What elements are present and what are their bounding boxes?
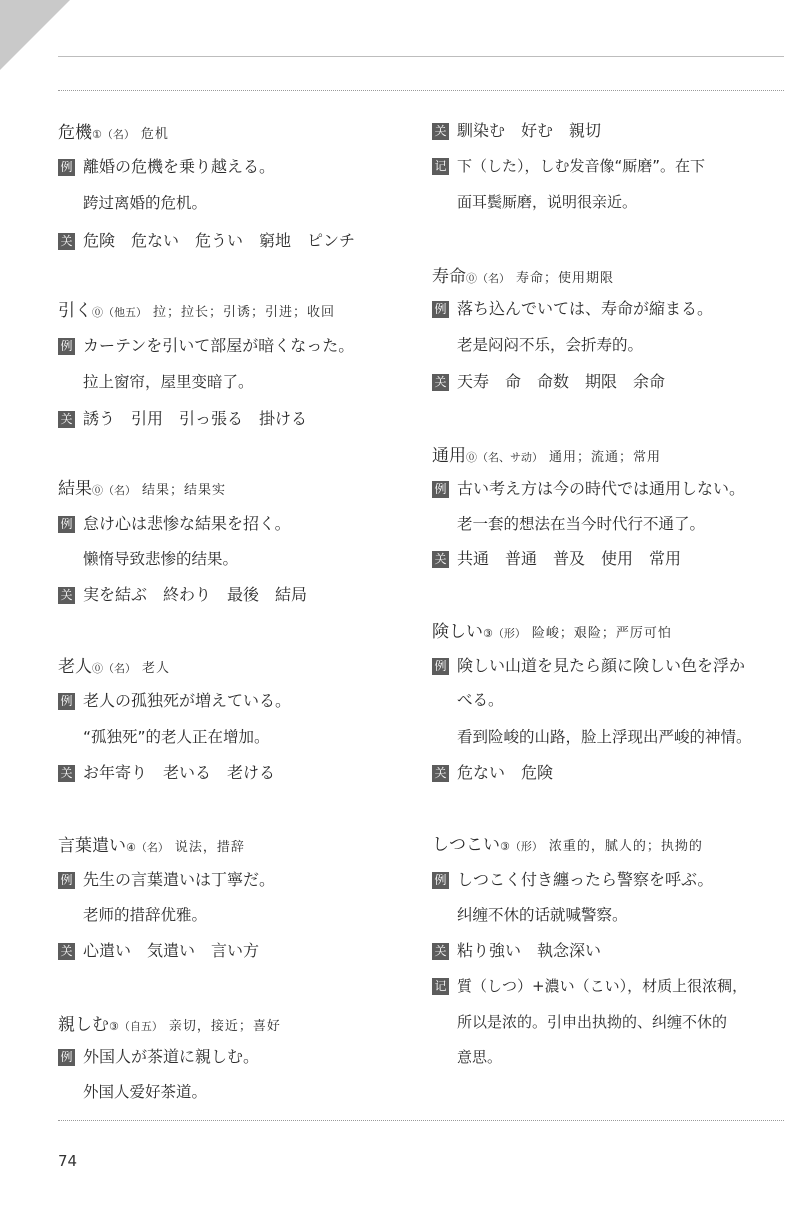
entry-gloss: 亲切，接近；喜好	[168, 1019, 281, 1034]
related-tag-icon: 关	[432, 943, 449, 960]
related-tag-icon: 关	[58, 587, 75, 604]
example-translation: 看到险峻的山路，脸上浮现出严峻的神情。	[457, 728, 752, 746]
related-tag-icon: 关	[432, 123, 449, 140]
bottom-dotted-rule	[58, 1120, 784, 1121]
related-tag-icon: 关	[58, 943, 75, 960]
related-tag-icon: 关	[58, 765, 75, 782]
related-words: 心遣い 気遣い 言い方	[83, 941, 260, 960]
entry-headword: 老人	[58, 657, 92, 677]
top-rule	[58, 56, 784, 57]
related-words: 天寿 命 命数 期限 余命	[457, 372, 666, 391]
related-tag-icon: 关	[58, 233, 75, 250]
mnemonic-note-cont: 面耳鬓厮磨，说明很亲近。	[457, 193, 638, 211]
entry-meta: ⓪（名）	[92, 662, 136, 675]
related-tag-icon: 关	[432, 374, 449, 391]
entry-gloss: 拉；拉长；引诱；引进；收回	[153, 305, 336, 320]
entry-headword: しつこい	[432, 835, 500, 855]
example-sentence: 外国人が茶道に親しむ。	[83, 1047, 260, 1066]
entry-meta: ⓪（他五）	[92, 306, 147, 319]
example-translation: 老师的措辞优雅。	[83, 906, 208, 924]
example-translation: 纠缠不休的话就喊警察。	[457, 906, 628, 924]
related-words: 誘う 引用 引っ張る 掛ける	[83, 409, 308, 428]
entry-gloss: 结果；结果实	[142, 483, 227, 498]
example-translation: 拉上窗帘，屋里变暗了。	[83, 373, 254, 391]
example-translation: 跨过离婚的危机。	[83, 194, 208, 212]
example-translation: 老一套的想法在当今时代行不通了。	[457, 515, 706, 533]
example-tag-icon: 例	[58, 516, 75, 533]
entry-meta: ③（形）	[483, 627, 526, 640]
example-tag-icon: 例	[432, 658, 449, 675]
example-sentence: 落ち込んでいては、寿命が縮まる。	[457, 299, 714, 318]
example-translation: “孤独死”的老人正在增加。	[83, 728, 270, 746]
entry-gloss: 寿命；使用期限	[516, 271, 615, 286]
entry-headword: 引く	[58, 301, 92, 321]
related-words: 実を結ぶ 終わり 最後 結局	[83, 585, 308, 604]
entry-meta: ⓪（名）	[92, 484, 136, 497]
entry-meta: ①（名）	[92, 128, 135, 141]
related-words: 危ない 危険	[457, 763, 554, 782]
entry-gloss: 说法，措辞	[174, 840, 245, 855]
example-sentence: 老人の孤独死が増えている。	[83, 691, 292, 710]
entry-headword: 寿命	[432, 267, 466, 287]
mnemonic-note: 下（した），しむ发音像“厮磨”。在下	[457, 157, 706, 175]
related-tag-icon: 关	[432, 765, 449, 782]
example-tag-icon: 例	[432, 481, 449, 498]
related-words: お年寄り 老いる 老ける	[83, 763, 276, 782]
related-words: 馴染む 好む 親切	[457, 121, 602, 140]
mnemonic-note-cont: 所以是浓的。引申出执拗的、纠缠不休的	[457, 1013, 728, 1031]
page-number: 74	[58, 1152, 78, 1170]
example-tag-icon: 例	[432, 301, 449, 318]
example-translation: 老是闷闷不乐，会折寿的。	[457, 336, 644, 354]
note-tag-icon: 记	[432, 158, 449, 175]
example-sentence: しつこく付き纏ったら警察を呼ぶ。	[457, 870, 714, 889]
entry-meta: ③（自五）	[109, 1020, 163, 1033]
entry-headword: 危機	[58, 123, 92, 143]
entry-gloss: 浓重的，腻人的；执拗的	[548, 839, 703, 854]
example-tag-icon: 例	[58, 693, 75, 710]
example-tag-icon: 例	[58, 872, 75, 889]
entry-meta: ④（名）	[126, 841, 169, 854]
example-tag-icon: 例	[432, 872, 449, 889]
example-tag-icon: 例	[58, 1049, 75, 1066]
example-tag-icon: 例	[58, 338, 75, 355]
example-translation: 外国人爱好茶道。	[83, 1083, 208, 1101]
entry-gloss: 通用；流通；常用	[549, 450, 662, 465]
entry-gloss: 老人	[142, 661, 171, 676]
entry-headword: 険しい	[432, 622, 483, 642]
entry-headword: 結果	[58, 479, 92, 499]
example-sentence: 先生の言葉遣いは丁寧だ。	[83, 870, 276, 889]
entry-gloss: 险峻；艰险；严厉可怕	[531, 626, 672, 641]
note-tag-icon: 记	[432, 978, 449, 995]
page-corner-shadow	[0, 0, 70, 70]
entry-headword: 親しむ	[58, 1015, 109, 1035]
mnemonic-note-cont2: 意思。	[457, 1048, 503, 1066]
example-sentence-cont: べる。	[457, 691, 504, 709]
example-sentence: 離婚の危機を乗り越える。	[83, 157, 276, 176]
related-words: 危険 危ない 危うい 窮地 ピンチ	[83, 231, 356, 250]
related-words: 共通 普通 普及 使用 常用	[457, 549, 682, 568]
entry-meta: ③（形）	[500, 840, 543, 853]
example-tag-icon: 例	[58, 159, 75, 176]
related-words: 粘り強い 執念深い	[457, 941, 602, 960]
example-sentence: カーテンを引いて部屋が暗くなった。	[83, 336, 355, 355]
entry-meta: ⓪（名、サ动）	[466, 451, 543, 464]
entry-headword: 通用	[432, 446, 466, 466]
mnemonic-note: 質（しつ）+濃い（こい），材质上很浓稠，	[457, 977, 748, 995]
example-sentence: 怠け心は悲惨な結果を招く。	[83, 514, 291, 533]
entry-gloss: 危机	[140, 127, 169, 142]
related-tag-icon: 关	[432, 551, 449, 568]
example-translation: 懒惰导致悲惨的结果。	[83, 550, 239, 568]
example-sentence: 古い考え方は今の時代では通用しない。	[457, 479, 746, 498]
top-dotted-rule	[58, 90, 784, 91]
entry-meta: ⓪（名）	[466, 272, 510, 285]
entry-headword: 言葉遣い	[58, 836, 126, 856]
related-tag-icon: 关	[58, 411, 75, 428]
example-sentence: 険しい山道を見たら顔に険しい色を浮か	[457, 656, 746, 675]
